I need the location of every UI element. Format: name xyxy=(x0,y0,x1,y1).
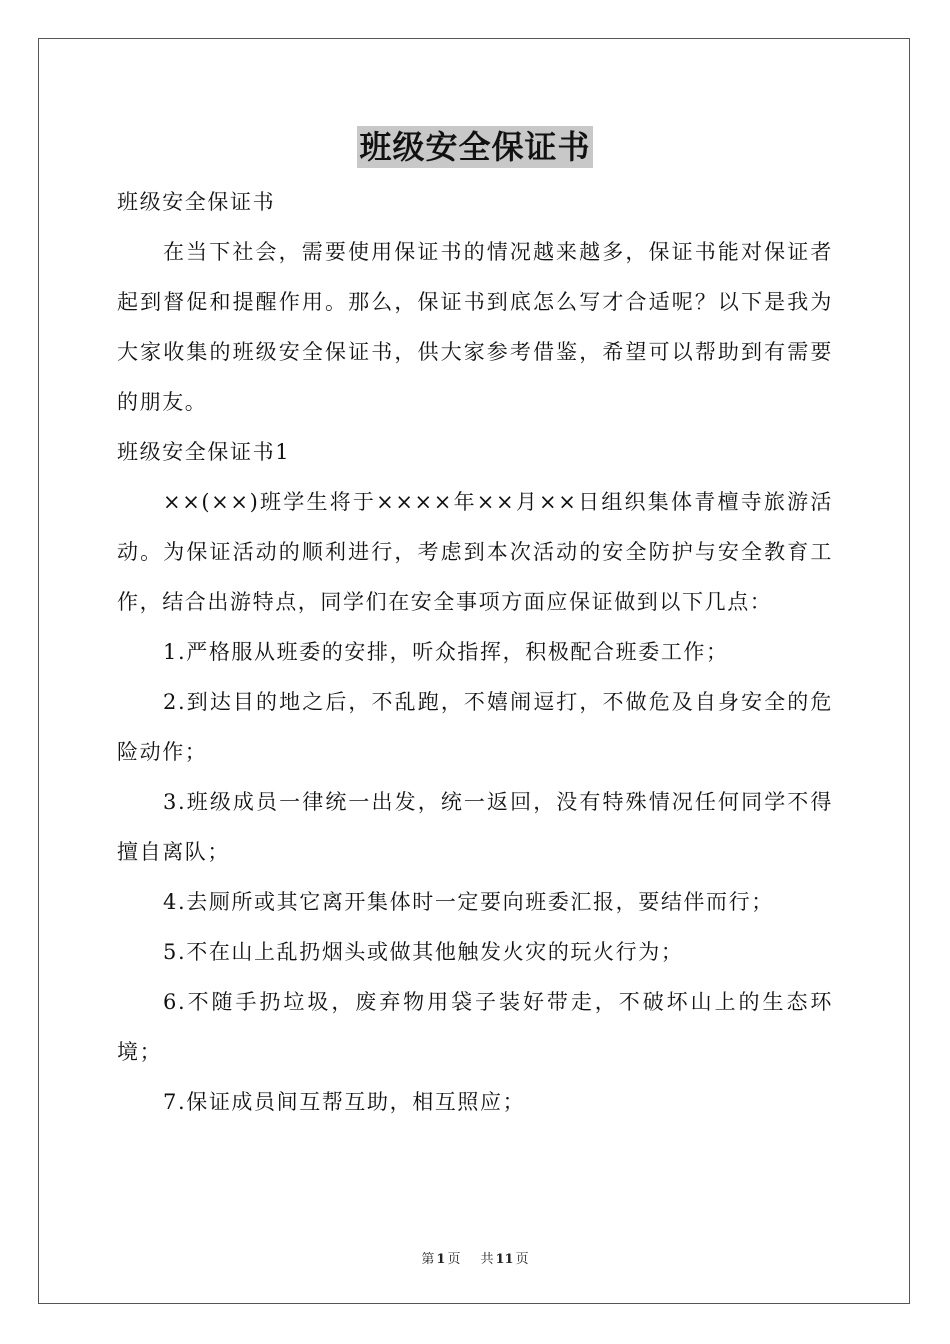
document-body xyxy=(117,177,833,1127)
paragraph: 在当下社会，需要使用保证书的情况越来越多，保证书能对保证者起到督促和提醒作用。那么，保证书到底怎么写才合适呢？以下是我为大家收集的班级安全保证书，供大家参考借鉴，希望可以帮助到有需要的朋友。 xyxy=(117,240,833,414)
total-suffix: 页 xyxy=(515,1252,529,1267)
title-container xyxy=(0,126,950,168)
list-item: 7.保证成员间互帮互助，相互照应； xyxy=(163,1090,526,1114)
list-item: 5.不在山上乱扔烟头或做其他触发火灾的玩火行为； xyxy=(163,940,684,964)
paragraph: 班级安全保证书 xyxy=(117,190,276,214)
page-current: 1 xyxy=(436,1252,446,1267)
list-item: 6.不随手扔垃圾，废弃物用袋子装好带走，不破坏山上的生态环境； xyxy=(117,990,833,1064)
page-footer xyxy=(0,1248,950,1267)
document-title: 班级安全保证书 xyxy=(359,128,591,166)
page-total: 11 xyxy=(495,1252,514,1267)
total-prefix: 共 xyxy=(480,1252,494,1267)
paragraph: ××(××)班学生将于××××年××月××日组织集体青檀寺旅游活动。为保证活动的顺利进行，考虑到本次活动的安全防护与安全教育工作，结合出游特点，同学们在安全事项方面应保证做到以下几点： xyxy=(117,490,833,614)
page-suffix: 页 xyxy=(447,1252,461,1267)
list-item: 1.严格服从班委的安排，听众指挥，积极配合班委工作； xyxy=(163,640,729,664)
list-item: 2.到达目的地之后，不乱跑，不嬉闹逗打，不做危及自身安全的危险动作； xyxy=(117,690,833,764)
list-item: 3.班级成员一律统一出发，统一返回，没有特殊情况任何同学不得擅自离队； xyxy=(117,790,833,864)
list-item: 4.去厕所或其它离开集体时一定要向班委汇报，要结伴而行； xyxy=(163,890,774,914)
paragraph: 班级安全保证书1 xyxy=(117,440,291,464)
page-prefix: 第 xyxy=(421,1252,435,1267)
